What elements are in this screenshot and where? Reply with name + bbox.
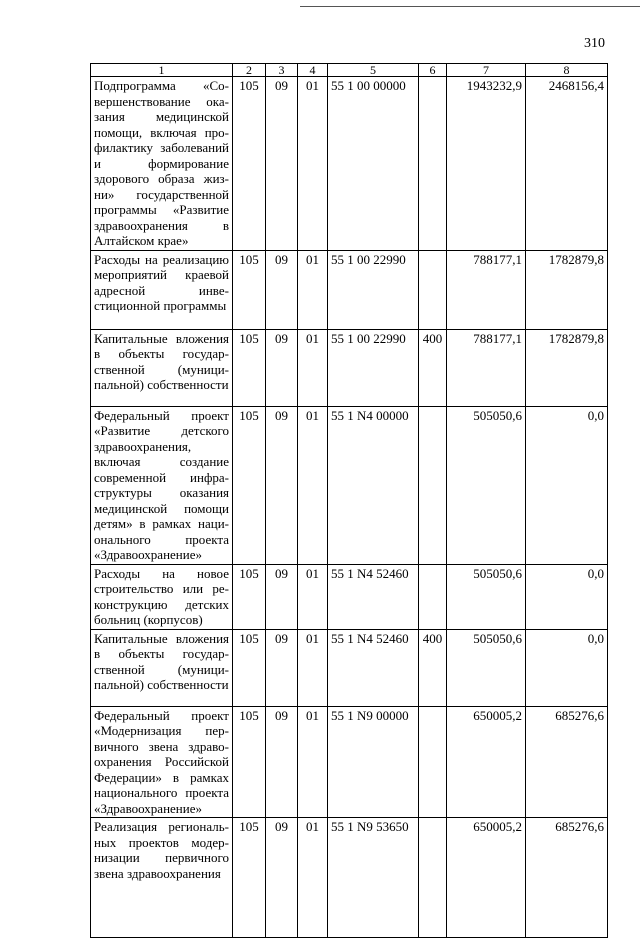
section-code: 09 [266,818,298,938]
subsection-code: 01 [298,818,328,938]
expense-type-code [419,77,447,251]
amount-2: 0,0 [526,629,608,706]
expense-type-code [419,818,447,938]
amount-1: 788177,1 [447,250,526,329]
section-code: 09 [266,564,298,629]
column-header: 6 [419,64,447,77]
table-row [91,629,608,706]
column-header: 8 [526,64,608,77]
ministry-code: 105 [233,629,266,706]
expense-type-code [419,250,447,329]
target-code: 55 1 00 22990 [328,250,419,329]
item-name: Федеральный проект «Развитие детского здравоохранения, включая создание современной инфраструктуры оказания медицинской помощи детям» в рамках национального проекта «Здравоохранение» [91,406,233,564]
ministry-code: 105 [233,706,266,818]
item-name: Подпрограмма «Совершенствование оказания медицинской помощи, включая профилактику заболеваний и формирование здорового образа жизни» государственной программы «Развитие здравоохранения в Алтайском крае» [91,77,233,251]
subsection-code: 01 [298,250,328,329]
ministry-code: 105 [233,329,266,406]
amount-1: 505050,6 [447,564,526,629]
top-rule [300,6,640,7]
amount-2: 1782879,8 [526,250,608,329]
section-code: 09 [266,77,298,251]
amount-1: 505050,6 [447,406,526,564]
item-name: Капитальные вложения в объекты государственной (муниципальной) собственности [91,329,233,406]
table-row [91,77,608,251]
budget-table [90,63,608,938]
amount-2: 685276,6 [526,706,608,818]
column-header: 2 [233,64,266,77]
table-row [91,406,608,564]
expense-type-code [419,406,447,564]
target-code: 55 1 00 00000 [328,77,419,251]
section-code: 09 [266,329,298,406]
column-header: 3 [266,64,298,77]
subsection-code: 01 [298,329,328,406]
table-row [91,706,608,818]
amount-2: 2468156,4 [526,77,608,251]
target-code: 55 1 N4 00000 [328,406,419,564]
amount-2: 1782879,8 [526,329,608,406]
table-row [91,818,608,938]
item-name: Капитальные вложения в объекты государственной (муниципальной) собственности [91,629,233,706]
ministry-code: 105 [233,564,266,629]
column-header: 7 [447,64,526,77]
item-name: Федеральный проект «Модернизация первичного звена здравоохранения Российской Федерации» в рамках национального проекта «Здравоохранение» [91,706,233,818]
expense-type-code: 400 [419,629,447,706]
target-code: 55 1 N9 53650 [328,818,419,938]
target-code: 55 1 N4 52460 [328,564,419,629]
amount-1: 1943232,9 [447,77,526,251]
target-code: 55 1 N4 52460 [328,629,419,706]
item-name: Расходы на реализацию мероприятий краевой адресной инвестиционной программы [91,250,233,329]
section-code: 09 [266,706,298,818]
ministry-code: 105 [233,250,266,329]
column-header: 1 [91,64,233,77]
column-header: 5 [328,64,419,77]
table-row [91,564,608,629]
subsection-code: 01 [298,629,328,706]
page-number: 310 [584,36,605,51]
amount-1: 650005,2 [447,706,526,818]
section-code: 09 [266,406,298,564]
subsection-code: 01 [298,564,328,629]
amount-1: 505050,6 [447,629,526,706]
target-code: 55 1 00 22990 [328,329,419,406]
ministry-code: 105 [233,406,266,564]
table-row [91,250,608,329]
item-name: Реализация региональных проектов модернизации первичного звена здравоохранения [91,818,233,938]
section-code: 09 [266,629,298,706]
amount-1: 788177,1 [447,329,526,406]
expense-type-code [419,706,447,818]
amount-1: 650005,2 [447,818,526,938]
amount-2: 0,0 [526,564,608,629]
ministry-code: 105 [233,818,266,938]
expense-type-code [419,564,447,629]
section-code: 09 [266,250,298,329]
column-header: 4 [298,64,328,77]
table-row [91,329,608,406]
amount-2: 0,0 [526,406,608,564]
ministry-code: 105 [233,77,266,251]
target-code: 55 1 N9 00000 [328,706,419,818]
subsection-code: 01 [298,706,328,818]
subsection-code: 01 [298,77,328,251]
header-row [91,64,608,77]
item-name: Расходы на новое строительство или реконструкцию детских больниц (корпусов) [91,564,233,629]
amount-2: 685276,6 [526,818,608,938]
subsection-code: 01 [298,406,328,564]
expense-type-code: 400 [419,329,447,406]
